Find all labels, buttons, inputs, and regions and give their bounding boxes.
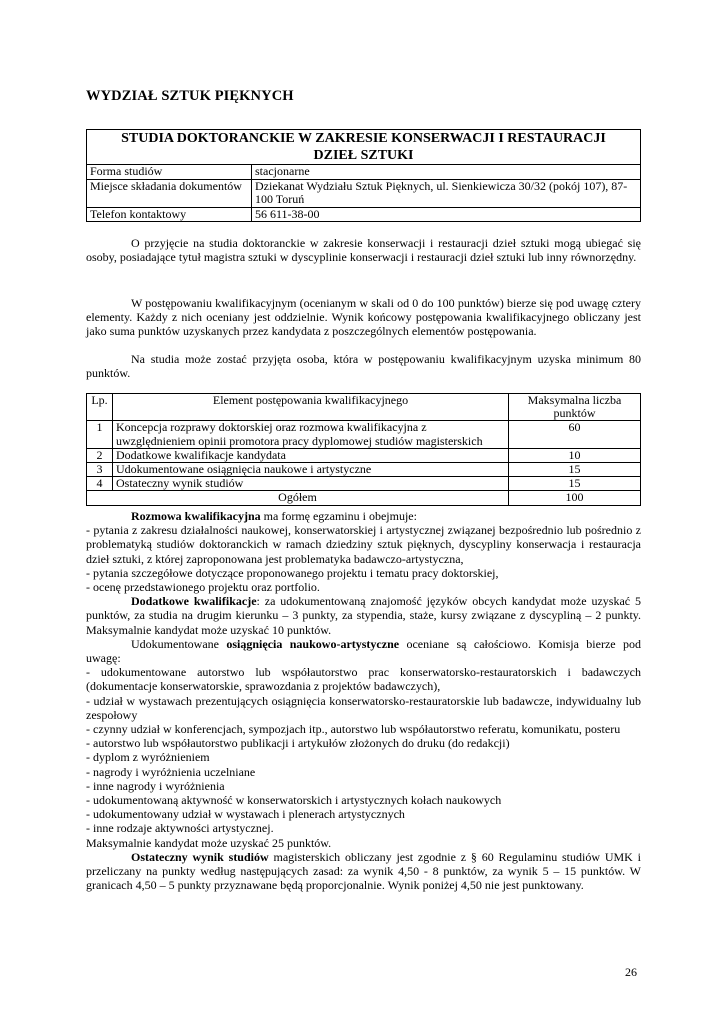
list-item: - autorstwo lub współautorstwo publikacji i artykułów złożonych do druku (do redakcji) xyxy=(86,736,510,751)
osiagniecia-title: osiągnięcia naukowo-artystyczne xyxy=(226,636,400,651)
header-max: Maksymalna liczba punktów xyxy=(509,394,641,421)
row-lp: 3 xyxy=(87,463,113,477)
list-item: - nagrody i wyróżnienia uczelniane xyxy=(86,764,256,779)
row-lp: 1 xyxy=(87,421,113,448)
details-section xyxy=(86,509,641,892)
minimum-paragraph: Na studia może zostać przyjęta osoba, która w postępowaniu kwalifikacyjnym uzyska minimum 80 punktów. xyxy=(86,352,641,381)
row-max: 60 xyxy=(509,421,641,448)
info-value: Dziekanat Wydziału Sztuk Pięknych, ul. Sienkiewicza 30/32 (pokój 107), 87-100 Toruń xyxy=(252,179,641,207)
table-row xyxy=(87,421,641,448)
info-table xyxy=(86,129,641,222)
table-row xyxy=(87,463,641,477)
list-item: - dyplom z wyróżnieniem xyxy=(86,750,210,765)
row-max: 10 xyxy=(509,448,641,462)
table-row xyxy=(87,207,641,222)
osiagniecia-intro xyxy=(86,637,641,665)
list-item: - pytania z zakresu działalności naukowej, konserwatorskiej i artystycznej związanej bezpośrednio lub pośrednio z problematyką studiów doktoranckich w ramach dziedziny sztuk pięknych, dyscypliny konserwacja i restauracja dzieł sztuki, z której zaproponowana jest problematyka badawczo-artystyczna, xyxy=(86,523,641,566)
dodatkowe-text: : za udokumentowaną znajomość języków obcych kandydat może uzyskać 5 punktów, za studia na drugim kierunku – 3 punkty, za stypendia, staże, kursy związane z dyscypliną – 2 punkty. Maksymalnie kandydat może uzyskać 10 punktów. xyxy=(86,594,641,637)
table-row xyxy=(87,165,641,180)
list-item: - udokumentowaną aktywność w konserwatorskich i artystycznych kołach naukowych xyxy=(86,793,502,808)
osiagniecia-max: Maksymalnie kandydat może uzyskać 25 punktów. xyxy=(86,835,332,850)
list-item: - udział w wystawach prezentujących osiągnięcia konserwatorsko-restauratorskie lub badawcze, indywidualny lub zespołowy xyxy=(86,693,641,722)
faculty-heading: WYDZIAŁ SZTUK PIĘKNYCH xyxy=(86,88,294,104)
table-row xyxy=(87,477,641,491)
info-label: Miejsce składania dokumentów xyxy=(87,179,252,207)
list-item: - pytania szczegółowe dotyczące proponowanego projektu i tematu pracy doktorskiej, xyxy=(86,565,499,580)
list-item: - udokumentowane autorstwo lub współautorstwo prac konserwatorsko-restauratorskich i badawczych (dokumentacje konserwatorskie, sprawozdania z projektów badawczych), xyxy=(86,665,641,694)
rozmowa-intro xyxy=(86,509,641,523)
row-max: 15 xyxy=(509,463,641,477)
info-value: stacjonarne xyxy=(252,165,641,180)
total-value: 100 xyxy=(509,491,641,505)
info-label: Telefon kontaktowy xyxy=(87,207,252,222)
wynik-paragraph xyxy=(86,850,641,893)
list-item: - inne rodzaje aktywności artystycznej. xyxy=(86,821,274,836)
eligibility-paragraph: O przyjęcie na studia doktoranckie w zakresie konserwacji i restauracji dzieł sztuki mogą ubiegać się osoby, posiadające tytuł magistra sztuki w dyscyplinie konserwacji i restauracji dzieł sztuki lub inny równorzędny. xyxy=(86,236,641,265)
row-lp: 4 xyxy=(87,477,113,491)
row-element: Koncepcja rozprawy doktorskiej oraz rozmowa kwalifikacyjna z uwzględnieniem opinii promotora pracy dyplomowej studiów magisterskich xyxy=(113,421,509,448)
info-table-title: STUDIA DOKTORANCKIE W ZAKRESIE KONSERWACJI I RESTAURACJI DZIEŁ SZTUKI xyxy=(87,130,641,165)
rozmowa-text: ma formę egzaminu i obejmuje: xyxy=(260,509,417,523)
list-item: - inne nagrody i wyróżnienia xyxy=(86,778,225,793)
wynik-title: Ostateczny wynik studiów xyxy=(131,849,269,864)
row-element: Ostateczny wynik studiów xyxy=(113,477,509,491)
row-element: Udokumentowane osiągnięcia naukowe i artystyczne xyxy=(113,463,509,477)
row-max: 15 xyxy=(509,477,641,491)
list-item: - czynny udział w konferencjach, sympozjach itp., autorstwo lub współautorstwo referatu, komunikatu, posteru xyxy=(86,722,621,737)
table-row xyxy=(87,179,641,207)
table-row xyxy=(87,448,641,462)
list-item: - udokumentowany udział w wystawach i plenerach artystycznych xyxy=(86,807,405,822)
header-element: Element postępowania kwalifikacyjnego xyxy=(113,394,509,421)
scoring-paragraph: W postępowaniu kwalifikacyjnym (ocenianym w skali od 0 do 100 punktów) bierze się pod uwagę cztery elementy. Każdy z nich oceniany jest oddzielnie. Wynik końcowy postępowania kwalifikacyjnego obliczany jest jako suma punktów uzyskanych przez kandydata z poszczególnych elementów postępowania. xyxy=(86,296,641,339)
total-row xyxy=(87,491,641,505)
score-header-row xyxy=(87,394,641,421)
osiagniecia-text: oceniane są całościowo. Komisja bierze pod uwagę: xyxy=(86,636,642,666)
total-label: Ogółem xyxy=(87,491,509,505)
row-lp: 2 xyxy=(87,448,113,462)
info-value: 56 611-38-00 xyxy=(252,207,641,222)
info-title-row xyxy=(87,130,641,165)
info-label: Forma studiów xyxy=(87,165,252,180)
dodatkowe-paragraph xyxy=(86,594,641,637)
wynik-text: magisterskich obliczany jest zgodnie z § 60 Regulaminu studiów UMK i przeliczany na punkty według następujących zasad: za wynik 4,50 - 8 punktów, za wynik 5 – 15 punktów. W granicach 4,50 – 5 punkty przyznawane będą proporcjonalnie. Wynik poniżej 4,50 nie jest punktowany. xyxy=(86,849,641,893)
page-number: 26 xyxy=(625,965,637,979)
row-element: Dodatkowe kwalifikacje kandydata xyxy=(113,448,509,462)
osiagniecia-pre: Udokumentowane xyxy=(131,636,227,651)
list-item: - ocenę przedstawionego projektu oraz portfolio. xyxy=(86,580,320,595)
dodatkowe-title: Dodatkowe kwalifikacje xyxy=(131,594,257,609)
rozmowa-title: Rozmowa kwalifikacyjna xyxy=(131,509,261,523)
score-table xyxy=(86,393,641,506)
header-lp: Lp. xyxy=(87,394,113,421)
